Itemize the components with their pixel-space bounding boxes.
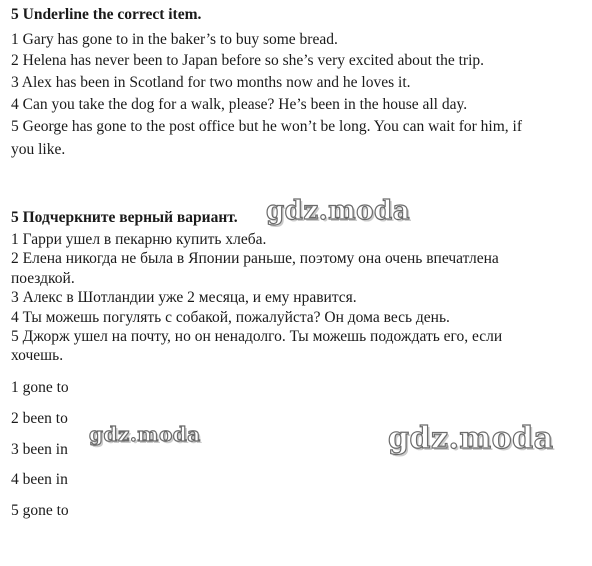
english-sentence-5-continued: you like.	[11, 141, 66, 158]
english-sentence-5: 5 George has gone to the post office but he won’t be long. You can wait for him, if	[11, 118, 522, 135]
russian-sentence-5: 5 Джорж ушел на почту, но он ненадолго. Ты можешь подождать его, если	[11, 328, 503, 345]
russian-sentence-2-continued: поездкой.	[11, 270, 75, 287]
russian-sentence-5-continued: хочешь.	[11, 347, 64, 364]
watermark-logo: gdz.moda	[388, 421, 554, 456]
answer-4: 4 been in	[11, 471, 68, 488]
russian-sentence-4: 4 Ты можешь погулять с собакой, пожалуйста? Он дома весь день.	[11, 309, 450, 326]
russian-sentence-3: 3 Алекс в Шотландии уже 2 месяца, и ему нравится.	[11, 289, 357, 306]
russian-task-heading: 5 Подчеркните верный вариант.	[11, 209, 238, 226]
answer-1: 1 gone to	[11, 379, 69, 396]
watermark-logo: gdz.moda	[266, 196, 411, 226]
english-sentence-2: 2 Helena has never been to Japan before so she’s very excited about the trip.	[11, 52, 485, 69]
english-task-heading: 5 Underline the correct item.	[11, 6, 202, 23]
english-sentence-1: 1 Gary has gone to in the baker’s to buy some bread.	[11, 31, 338, 48]
english-sentence-3: 3 Alex has been in Scotland for two months now and he loves it.	[11, 74, 411, 91]
english-sentence-4: 4 Can you take the dog for a walk, please? He’s been in the house all day.	[11, 96, 468, 113]
answer-3: 3 been in	[11, 441, 68, 458]
russian-sentence-1: 1 Гарри ушел в пекарню купить хлеба.	[11, 231, 267, 248]
watermark-logo: gdz.moda	[89, 422, 201, 446]
answer-2: 2 been to	[11, 410, 68, 427]
answer-5: 5 gone to	[11, 502, 69, 519]
russian-sentence-2: 2 Елена никогда не была в Японии раньше, поэтому она очень впечатлена	[11, 250, 499, 267]
